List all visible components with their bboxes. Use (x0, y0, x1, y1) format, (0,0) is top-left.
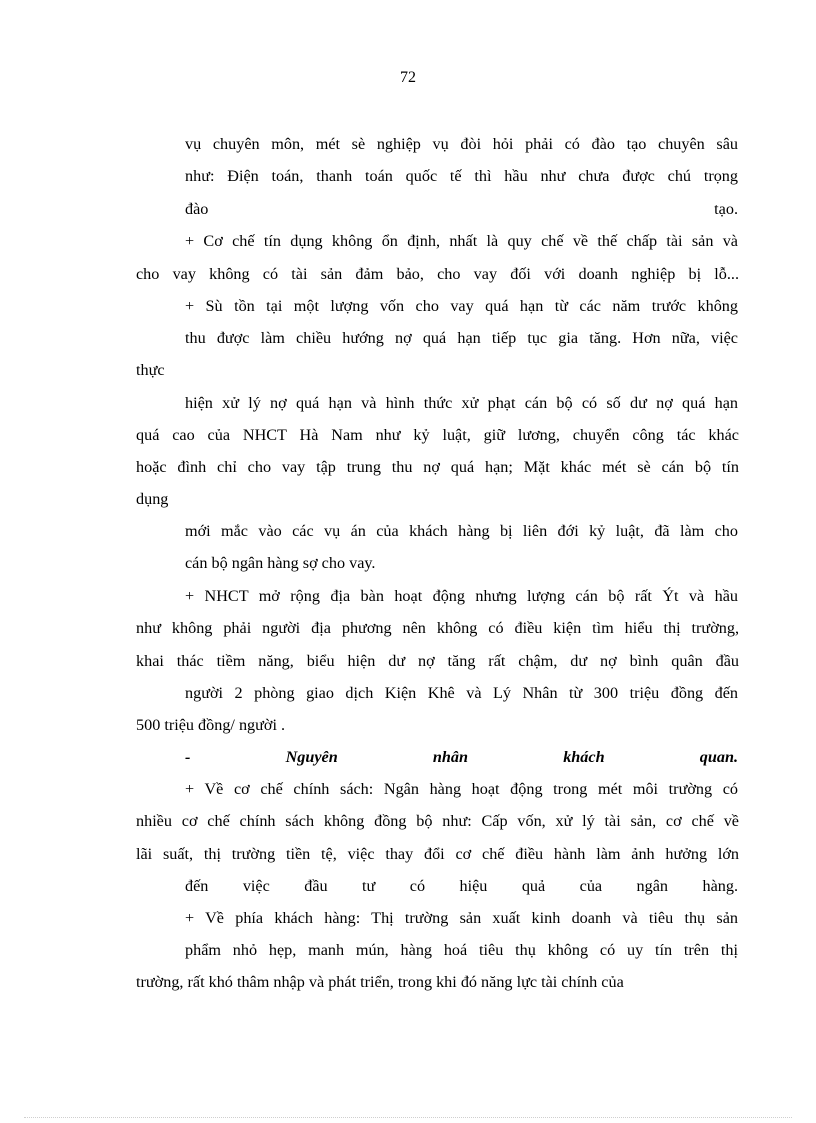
text-line: đào tạo. (185, 200, 738, 218)
text-line: đến việc đầu tư có hiệu quả của ngân hàng. (185, 877, 738, 895)
text-line: thu được làm chiều hướng nợ quá hạn tiếp tục gia tăng. Hơn nữa, việc (185, 329, 738, 347)
text-line: cho vay không có tài sản đảm bảo, cho vay đối với doanh nghiệp bị lỗ... (136, 265, 739, 283)
text-line: vụ chuyên môn, mét sè nghiệp vụ đòi hỏi phải có đào tạo chuyên sâu (185, 135, 738, 153)
text-line: như không phải người địa phương nên không có điều kiện tìm hiểu thị trường, (136, 619, 739, 637)
text-line: + NHCT mở rộng địa bàn hoạt động nhưng lượng cán bộ rất Ýt và hầu (185, 587, 738, 605)
text-line: hoặc đình chỉ cho vay tập trung thu nợ quá hạn; Mặt khác mét sè cán bộ tín (136, 458, 739, 476)
text-line: hiện xử lý nợ quá hạn và hình thức xử phạt cán bộ có số dư nợ quá hạn (185, 394, 738, 412)
text-line: + Cơ chế tín dụng không ổn định, nhất là quy chế về thế chấp tài sản và (185, 232, 738, 250)
text-line: + Về cơ chế chính sách: Ngân hàng hoạt động trong mét môi trường có (185, 780, 738, 798)
section-heading: - Nguyên nhân khách quan. (185, 748, 738, 766)
text-line: như: Điện toán, thanh toán quốc tế thì hầu như chưa được chú trọng (185, 167, 738, 185)
text-line: quá cao của NHCT Hà Nam như kỷ luật, giữ lương, chuyển công tác khác (136, 426, 739, 444)
text-line: nhiều cơ chế chính sách không đồng bộ như: Cấp vốn, xử lý tài sản, cơ chế về (136, 812, 739, 830)
text-line: dụng (136, 490, 169, 508)
text-line: phẩm nhỏ hẹp, manh mún, hàng hoá tiêu thụ không có uy tín trên thị (185, 941, 738, 959)
text-line: mới mắc vào các vụ án của khách hàng bị liên đới kỷ luật, đã làm cho (185, 522, 738, 540)
text-line: cán bộ ngân hàng sợ cho vay. (185, 554, 376, 572)
text-line: khai thác tiềm năng, biểu hiện dư nợ tăng rất chậm, dư nợ bình quân đầu (136, 652, 739, 670)
text-line: lãi suất, thị trường tiền tệ, việc thay đổi cơ chế điều hành làm ảnh hưởng lớn (136, 845, 739, 863)
text-line: thực (136, 361, 165, 379)
text-line: + Về phía khách hàng: Thị trường sản xuất kinh doanh và tiêu thụ sản (185, 909, 738, 927)
text-line: + Sù tồn tại một lượng vốn cho vay quá hạn từ các năm trước không (185, 297, 738, 315)
text-line: người 2 phòng giao dịch Kiện Khê và Lý Nhân từ 300 triệu đồng đến (185, 684, 738, 702)
page-bottom-divider (24, 1117, 792, 1118)
page-number: 72 (400, 69, 416, 86)
text-line: 500 triệu đồng/ người . (136, 716, 286, 734)
text-line: trường, rất khó thâm nhập và phát triển, trong khi đó năng lực tài chính của (136, 973, 624, 991)
